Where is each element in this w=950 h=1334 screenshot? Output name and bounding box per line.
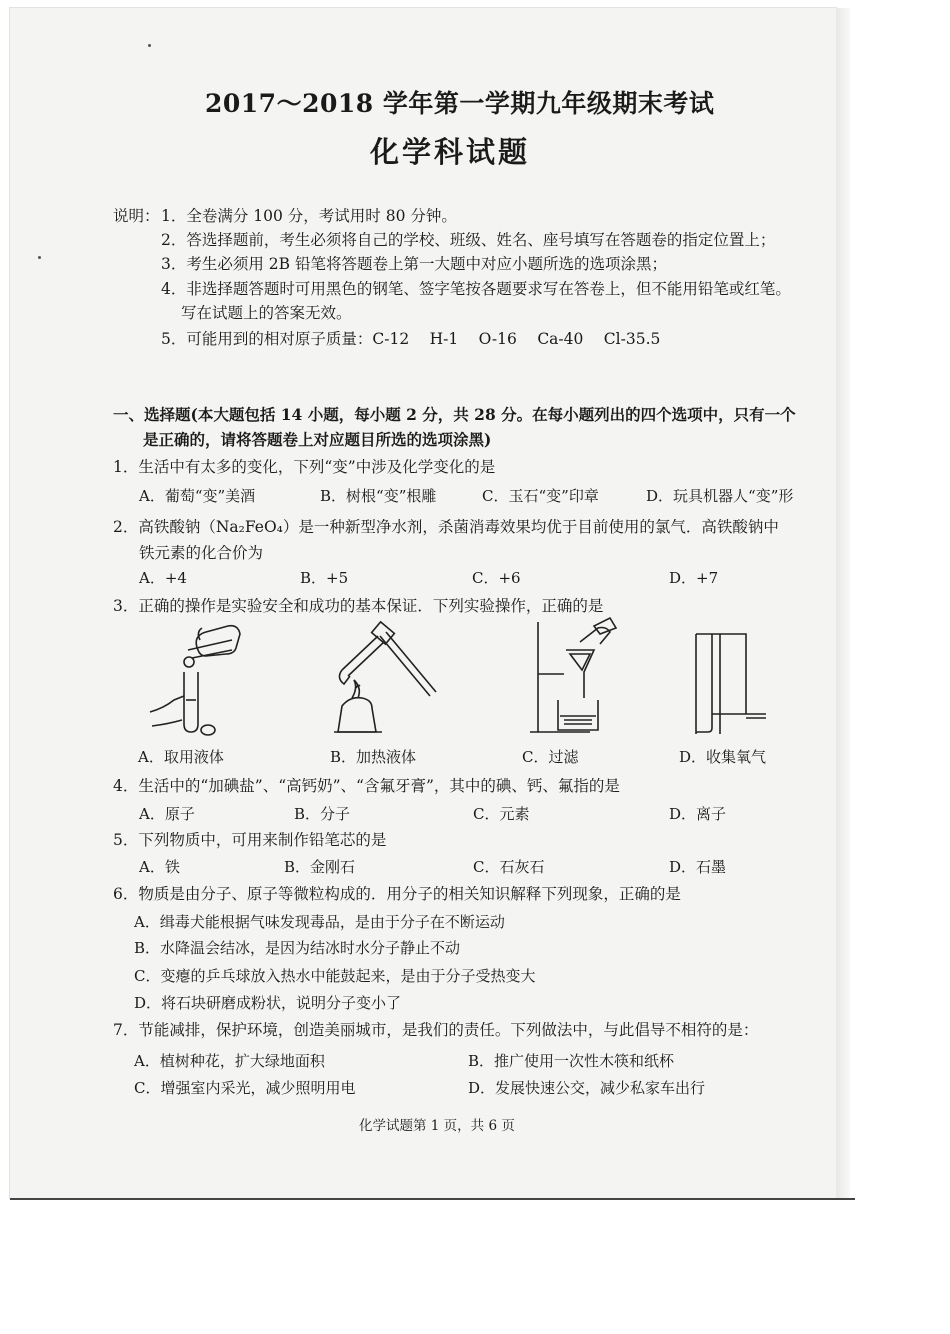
q2-option-b: B．+5 — [300, 569, 349, 587]
instruction-item: 2．答选择题前，考生必须将自己的学校、班级、姓名、座号填写在答题卷的指定位置上； — [161, 231, 776, 249]
q2-option-a: A．+4 — [139, 569, 187, 587]
instruction-item: 3．考生必须用 2B 铅笔将答题卷上第一大题中对应小题所选的选项涂黑； — [161, 255, 667, 273]
question-2-stem: 2．高铁酸钠（Na₂FeO₄）是一种新型净水剂，杀菌消毒效果均优于目前使用的氯气．高铁酸钠中 — [113, 518, 779, 536]
q6-option-c: C．变瘪的乒乓球放入热水中能鼓起来，是由于分子受热变大 — [134, 967, 536, 985]
q5-option-d: D．石墨 — [669, 858, 727, 876]
exam-title: 2017～2018 学年第一学期九年级期末考试 — [205, 89, 715, 118]
pouring-liquid-illustration — [140, 622, 250, 740]
q1-option-a: A．葡萄“变”美酒 — [139, 487, 256, 505]
q5-option-a: A．铁 — [139, 858, 180, 876]
instruction-item: 4．非选择题答题时可用黑色的钢笔、签字笔按各题要求写在答卷上，但不能用铅笔或红笔。 — [161, 280, 791, 298]
scan-edge-line — [10, 1198, 855, 1200]
section-heading-cont: 是正确的，请将答题卷上对应题目所选的选项涂黑) — [143, 430, 492, 449]
q6-option-a: A．缉毒犬能根据气味发现毒品，是由于分子在不断运动 — [134, 913, 505, 931]
question-4-stem: 4．生活中的“加碘盐”、“高钙奶”、“含氟牙膏”，其中的碘、钙、氟指的是 — [113, 777, 620, 795]
instruction-item: 写在试题上的答案无效。 — [181, 304, 352, 322]
q1-option-c: C．玉石“变”印章 — [482, 487, 599, 505]
section-heading: 一、选择题(本大题包括 14 小题，每小题 2 分，共 28 分。在每小题列出的四个选项中，只有一个 — [113, 405, 796, 424]
q3-option-a-caption: A．取用液体 — [138, 748, 224, 766]
scan-speck — [38, 256, 41, 259]
heating-liquid-illustration — [320, 620, 440, 740]
question-1-stem: 1．生活中有太多的变化，下列“变”中涉及化学变化的是 — [113, 458, 496, 476]
question-2-stem-cont: 铁元素的化合价为 — [139, 544, 264, 562]
q5-option-b: B．金刚石 — [284, 858, 356, 876]
q3-option-d-caption: D．收集氧气 — [679, 748, 767, 766]
q7-option-c: C．增强室内采光，减少照明用电 — [134, 1079, 356, 1097]
q7-option-d: D．发展快速公交，减少私家车出行 — [468, 1079, 706, 1097]
q4-option-d: D．离子 — [669, 805, 727, 823]
sheet-edge-shadow — [836, 8, 850, 1198]
filtration-illustration — [508, 612, 638, 742]
page-footer: 化学试题第 1 页，共 6 页 — [359, 1118, 515, 1134]
q5-option-c: C．石灰石 — [473, 858, 545, 876]
q7-option-b: B．推广使用一次性木筷和纸杯 — [468, 1052, 675, 1070]
q6-option-b: B．水降温会结冰，是因为结冰时水分子静止不动 — [134, 939, 461, 957]
q7-option-a: A．植树种花，扩大绿地面积 — [134, 1052, 325, 1070]
q1-option-b: B．树根“变”根雕 — [320, 487, 437, 505]
instructions-label: 说明： — [113, 207, 160, 225]
q3-option-c-caption: C．过滤 — [522, 748, 579, 766]
gas-collection-illustration — [690, 630, 770, 740]
q1-option-d: D．玩具机器人“变”形 — [646, 487, 794, 505]
q2-option-d: D．+7 — [669, 569, 719, 587]
question-7-stem: 7．节能减排，保护环境，创造美丽城市，是我们的责任。下列做法中，与此倡导不相符的是： — [113, 1021, 759, 1039]
scan-speck — [148, 44, 151, 47]
instruction-item: 1．全卷满分 100 分，考试用时 80 分钟。 — [161, 207, 457, 225]
question-6-stem: 6．物质是由分子、原子等微粒构成的．用分子的相关知识解释下列现象，正确的是 — [113, 885, 681, 903]
question-3-stem: 3．正确的操作是实验安全和成功的基本保证．下列实验操作，正确的是 — [113, 597, 604, 615]
q4-option-a: A．原子 — [139, 805, 195, 823]
question-5-stem: 5．下列物质中，可用来制作铅笔芯的是 — [113, 831, 387, 849]
exam-subject-title: 化学科试题 — [370, 135, 531, 169]
q4-option-b: B．分子 — [294, 805, 351, 823]
q2-option-c: C．+6 — [472, 569, 521, 587]
instruction-item: 5．可能用到的相对原子质量：C-12 H-1 O-16 Ca-40 Cl-35.5 — [161, 330, 661, 348]
q4-option-c: C．元素 — [473, 805, 530, 823]
q3-option-b-caption: B．加热液体 — [330, 748, 417, 766]
q6-option-d: D．将石块研磨成粉状，说明分子变小了 — [134, 994, 402, 1012]
